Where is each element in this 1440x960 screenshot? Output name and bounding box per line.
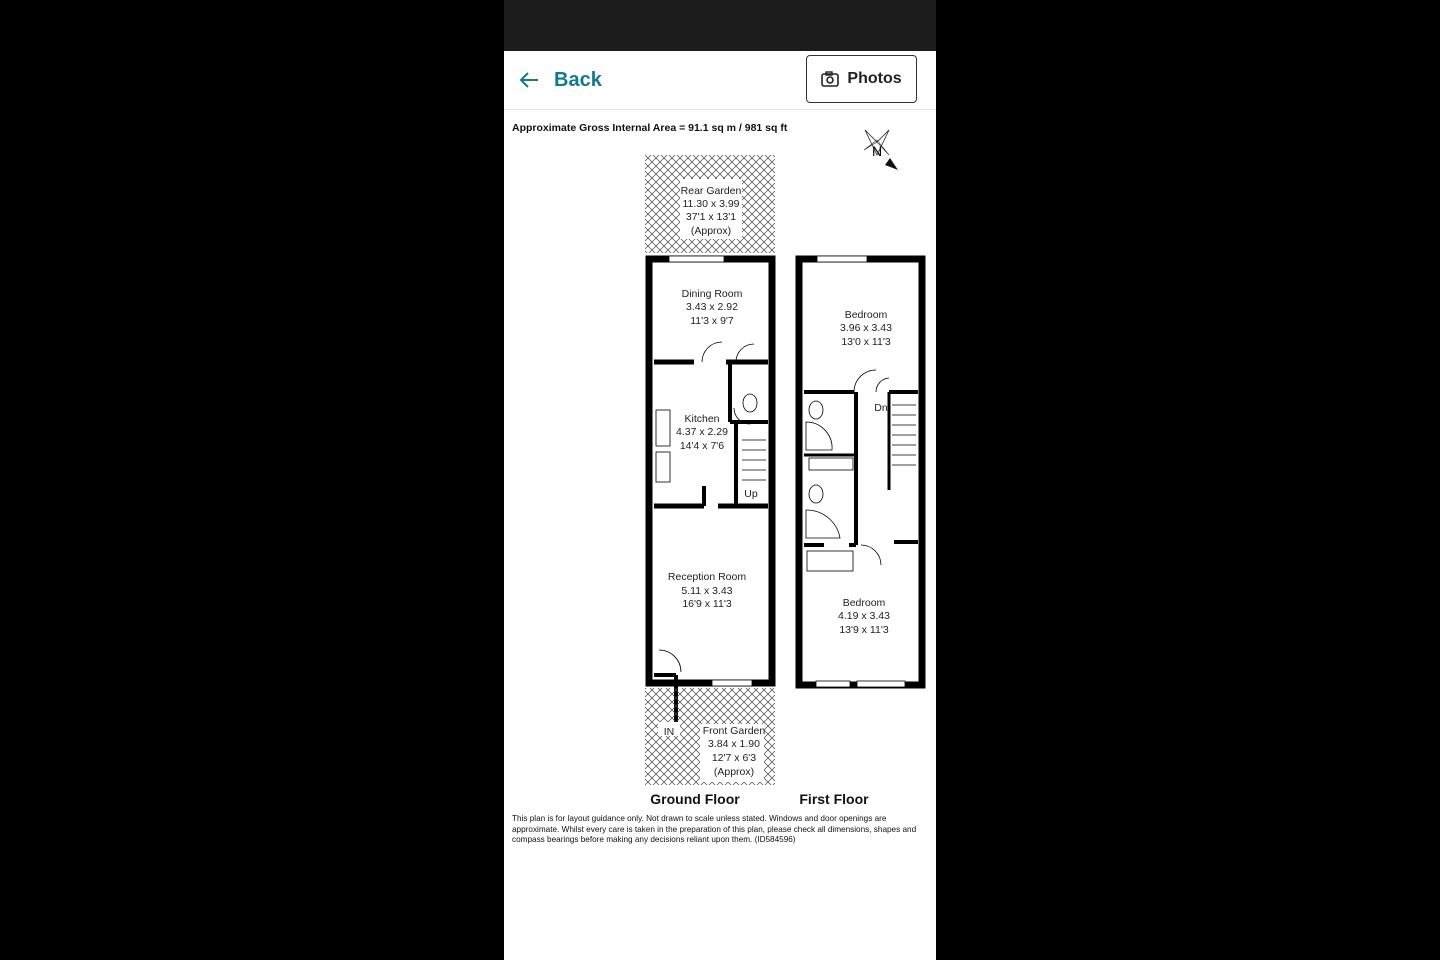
room-imperial: 13'0 x 11'3: [841, 336, 891, 348]
floorplan-image: [504, 110, 936, 960]
room-name: Kitchen: [684, 413, 720, 425]
ground-floor-title: Ground Floor: [650, 791, 740, 807]
room-metric: 3.96 x 3.43: [840, 322, 892, 334]
room-name: Dining Room: [681, 288, 743, 300]
stairs-up-label: Up: [744, 488, 758, 500]
room-metric: 4.19 x 3.43: [838, 610, 890, 622]
photos-button[interactable]: [806, 55, 917, 103]
room-note: (Approx): [713, 766, 755, 778]
floorplan-drawing: [504, 110, 936, 810]
app-bar: [504, 51, 936, 110]
compass-label: N: [871, 143, 883, 159]
status-bar: [504, 0, 936, 51]
room-metric: 3.84 x 1.90: [708, 738, 760, 750]
camera-icon: [821, 71, 839, 87]
phone-screen: [504, 0, 936, 960]
room-metric: 4.37 x 2.29: [676, 426, 728, 438]
room-name: Bedroom: [844, 309, 888, 321]
room-note: (Approx): [690, 225, 732, 237]
room-imperial: 16'9 x 11'3: [682, 598, 732, 610]
room-imperial: 13'9 x 11'3: [839, 624, 889, 636]
photos-label: Photos: [847, 70, 902, 87]
arrow-left-icon: [518, 69, 540, 91]
room-imperial: 37'1 x 13'1: [685, 211, 737, 223]
gross-area-text: Approximate Gross Internal Area = 91.1 sq m / 981 sq ft: [512, 122, 788, 134]
first-floor-title: First Floor: [799, 791, 869, 807]
room-metric: 11.30 x 3.99: [682, 198, 740, 210]
room-imperial: 14'4 x 7'6: [679, 440, 725, 452]
room-name: Front Garden: [702, 725, 766, 737]
compass-icon: [864, 130, 898, 170]
room-name: Rear Garden: [680, 185, 742, 197]
entrance-label: IN: [663, 726, 675, 738]
room-name: Bedroom: [842, 597, 886, 609]
room-metric: 3.43 x 2.92: [686, 301, 738, 313]
disclaimer-text: This plan is for layout guidance only. Not drawn to scale unless stated. Windows and door openings are approximate. Whilst every care is taken in the preparation of this plan, please check all dimensions, shapes and compass bearings before making any decisions reliant upon them. (ID584596): [512, 814, 917, 844]
room-metric: 5.11 x 3.43: [681, 585, 733, 597]
room-name: Reception Room: [667, 571, 747, 583]
room-imperial: 11'3 x 9'7: [690, 315, 734, 327]
back-button[interactable]: [518, 63, 602, 97]
back-label: Back: [554, 68, 602, 91]
stairs-down-label: Dn: [874, 402, 888, 414]
room-imperial: 12'7 x 6'3: [711, 752, 757, 764]
